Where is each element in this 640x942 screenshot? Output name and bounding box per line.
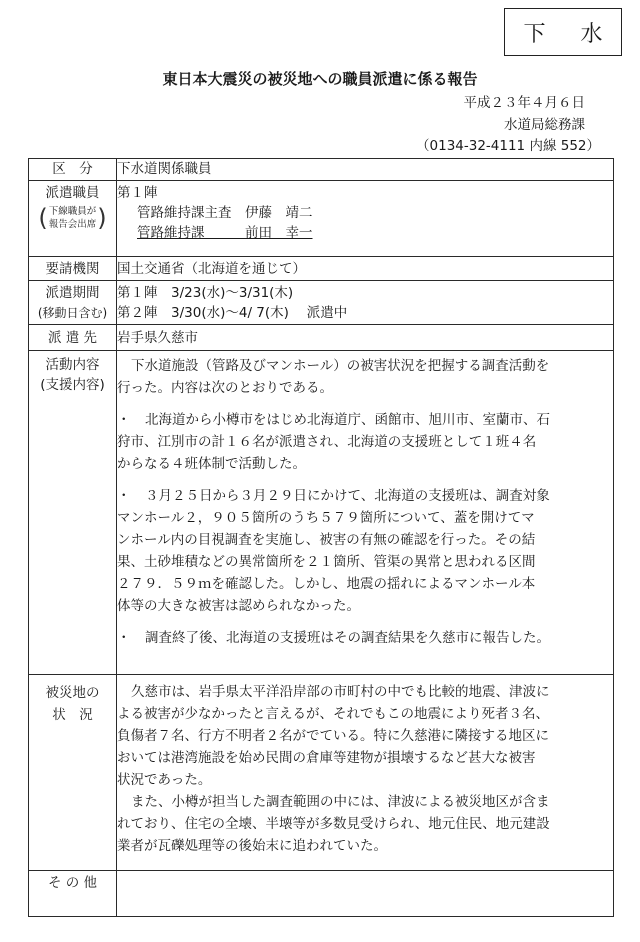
row-activities xyxy=(29,351,614,675)
row-other xyxy=(29,871,614,917)
contact-phone: （0134-32-4111 内線 552） xyxy=(416,138,600,154)
requester-label: 要請機関 xyxy=(45,261,100,277)
content-cell xyxy=(117,181,614,257)
row-period xyxy=(29,281,614,325)
disaster-paragraph-2 xyxy=(117,791,613,857)
label-cell xyxy=(29,281,117,325)
left-bracket-icon: ( xyxy=(38,204,48,232)
row-staff xyxy=(29,181,614,257)
label-cell xyxy=(29,159,117,181)
content-cell xyxy=(117,351,614,675)
text-line: 久慈市は、岩手県太平洋沿岸部の市町村の中でも比較的地震、津波に xyxy=(131,684,550,700)
staff-note-line1: 下線職員が xyxy=(48,206,97,217)
period-line-1: 第１陣 3/23(水)～3/31(木) xyxy=(117,285,294,301)
content-cell xyxy=(117,675,614,871)
category-label-text: 区 分 xyxy=(52,161,93,177)
requester-value: 国土交通省（北海道を通じて） xyxy=(117,261,306,277)
disaster-paragraph-1 xyxy=(117,681,613,791)
activities-sublabel: (支援内容) xyxy=(40,377,105,393)
staff-note-line2: 報告会出席 xyxy=(48,219,97,230)
label-cell xyxy=(29,257,117,281)
other-label: そ の 他 xyxy=(47,875,98,891)
text-line: 北海道から小樽市をはじめ北海道庁、函館市、旭川市、室蘭市、石 xyxy=(145,412,550,428)
department-name: 水道局総務課 xyxy=(504,117,585,133)
activity-bullet-3 xyxy=(117,627,613,649)
text-line: よる被害が少なかったと言えるが、それでもこの地震により死者３名、 xyxy=(117,706,549,722)
text-line: ンホール内の目視調査を実施し、被害の有無の確認を行った。その結 xyxy=(117,532,536,548)
destination-label: 派 遣 先 xyxy=(47,330,98,346)
row-destination xyxy=(29,325,614,351)
text-line: おいては港湾施設を始め民間の倉庫等建物が損壊するなど甚大な被害 xyxy=(117,750,536,766)
label-cell xyxy=(29,325,117,351)
row-disaster-status xyxy=(29,675,614,871)
content-cell xyxy=(117,325,614,351)
staff-label: 派遣職員 xyxy=(45,185,100,201)
category-value: 下水道関係職員 xyxy=(117,161,212,177)
content-cell xyxy=(117,871,614,917)
label-cell xyxy=(29,675,117,871)
content-cell xyxy=(117,257,614,281)
text-line: マンホール２，９０５箇所のうち５７９箇所について、蓋を開けてマ xyxy=(117,510,535,526)
activities-intro xyxy=(117,355,613,399)
text-line: ２７９．５９ｍを確認した。しかし、地震の揺れによるマンホール本 xyxy=(117,576,536,592)
activities-label: 活動内容 xyxy=(45,357,100,373)
text-line: 狩市、江別市の計１６名が派遣され、北海道の支援班として１班４名 xyxy=(117,434,537,450)
label-cell xyxy=(29,181,117,257)
destination-value: 岩手県久慈市 xyxy=(117,330,198,346)
row-category xyxy=(29,159,614,181)
staff-note xyxy=(29,205,116,231)
text-line: 体等の大きな被害は認められなかった。 xyxy=(117,598,360,614)
disaster-label-2: 状 況 xyxy=(52,707,93,723)
period-sublabel: (移動日含む) xyxy=(37,306,108,320)
document-category-box xyxy=(504,8,622,56)
activity-bullet-1 xyxy=(117,409,613,475)
row-requester xyxy=(29,257,614,281)
text-line: からなる４班体制で活動した。 xyxy=(117,456,306,472)
document-title: 東日本大震災の被災地への職員派遣に係る報告 xyxy=(162,70,478,88)
text-line: 行った。内容は次のとおりである。 xyxy=(117,380,333,396)
text-line: 果、土砂堆積などの異常箇所を２１箇所、管渠の異常と思われる区間 xyxy=(117,554,536,570)
text-line: れており、住宅の全壊、半壊等が多数見受けられ、地元住民、地元建設 xyxy=(117,816,550,832)
category-label: 下 水 xyxy=(523,21,617,47)
right-bracket-icon: ) xyxy=(97,204,107,232)
text-line: 状況であった。 xyxy=(117,772,212,788)
staff-member: 管路維持課主査 伊藤 靖二 xyxy=(137,205,313,221)
text-line: 調査終了後、北海道の支援班はその調査結果を久慈市に報告した。 xyxy=(145,630,550,646)
label-cell xyxy=(29,871,117,917)
report-table xyxy=(28,158,614,917)
bullet-icon: ・ xyxy=(117,488,131,504)
bullet-icon: ・ xyxy=(117,412,131,428)
content-cell xyxy=(117,281,614,325)
text-line: 業者が瓦礫処理等の後始末に追われていた。 xyxy=(117,838,387,854)
staff-group: 第１陣 xyxy=(117,185,158,201)
text-line: 負傷者７名、行方不明者２名がでている。特に久慈港に隣接する地区に xyxy=(117,728,549,744)
activity-bullet-2 xyxy=(117,485,613,617)
staff-member-presenter: 管路維持課 前田 幸一 xyxy=(137,225,313,241)
text-line: また、小樽が担当した調査範囲の中には、津波による被災地区が含ま xyxy=(131,794,550,810)
label-cell xyxy=(29,351,117,675)
disaster-label-1: 被災地の xyxy=(45,685,100,701)
period-label: 派遣期間 xyxy=(45,285,100,301)
content-cell xyxy=(117,159,614,181)
text-line: ３月２５日から３月２９日にかけて、北海道の支援班は、調査対象 xyxy=(145,488,550,504)
period-line-2: 第２陣 3/30(水)～4/ 7(木) 派遣中 xyxy=(117,305,348,321)
text-line: 下水道施設（管路及びマンホール）の被害状況を把握する調査活動を xyxy=(131,358,550,374)
bullet-icon: ・ xyxy=(117,630,131,646)
report-date: 平成２３年４月６日 xyxy=(463,95,585,111)
